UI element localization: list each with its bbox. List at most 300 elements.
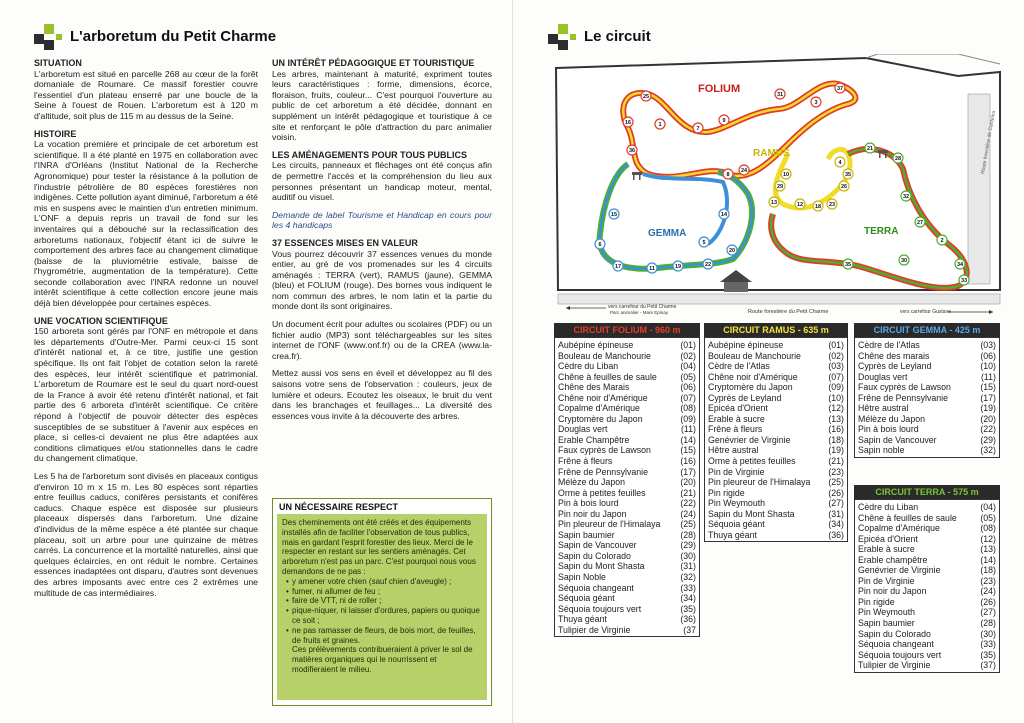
stop-number: 8 xyxy=(726,172,730,178)
species-row xyxy=(708,477,844,488)
species-number: (30) xyxy=(980,628,996,639)
stop-number: 24 xyxy=(740,168,748,174)
stop-number: 7 xyxy=(696,126,700,132)
stop-number: 2 xyxy=(940,238,944,244)
circuit-map xyxy=(548,54,1004,318)
species-row xyxy=(858,629,996,640)
species-row xyxy=(858,534,996,545)
species-number: (02) xyxy=(828,350,844,361)
species-number: (32) xyxy=(680,572,696,583)
species-number: (10) xyxy=(980,361,996,372)
circuit-folium-list xyxy=(554,337,700,637)
species-number: (07) xyxy=(828,371,844,382)
species-row xyxy=(558,593,696,604)
section-text: L'arboretum est situé en parcelle 268 au cœur de la forêt domaniale de Roumare. Ce massif forestier couvre l'essentiel d'un plateau enserré par une boucle de la Seine à l'ouest de Rouen. L'arboretum est à 120 m d'altitude, soit plus de 115 m au dessus de la Seine. xyxy=(34,68,258,121)
species-row xyxy=(708,382,844,393)
circuit-terra-table xyxy=(854,485,1000,673)
stop-number: 30 xyxy=(900,258,908,264)
species-row xyxy=(708,340,844,351)
species-name: Orme à petites feuilles xyxy=(708,456,796,467)
circuit-gemma-table xyxy=(854,323,1000,458)
stop-number: 36 xyxy=(628,148,636,154)
species-number: (13) xyxy=(828,413,844,424)
species-number: (27) xyxy=(980,607,996,618)
stop-number: 13 xyxy=(770,200,778,206)
section-text: Vous pourrez découvrir 37 essences venues du monde entier, au gré de vos promenades sur les 4 circuits aménagés : TERRA (vert), RAMUS (jaune), GEMMA (bleu) et FOLIUM (rouge). Des bornes vous indiquent le nom commun des arbres, le nom latin et la partie du monde dont ils sont originaires. xyxy=(272,248,492,312)
species-number: (06) xyxy=(980,350,996,361)
species-number: (05) xyxy=(980,512,996,523)
species-number: (23) xyxy=(828,466,844,477)
species-number: (30) xyxy=(680,550,696,561)
species-row xyxy=(858,414,996,425)
species-name: Pin de Virginie xyxy=(708,466,765,477)
onf-logo-icon xyxy=(34,24,64,50)
species-row xyxy=(558,467,696,478)
species-row xyxy=(858,403,996,414)
species-number: (33) xyxy=(680,582,696,593)
species-number: (21) xyxy=(680,487,696,498)
species-row xyxy=(858,435,996,446)
species-row xyxy=(708,414,844,425)
stop-number: 25 xyxy=(642,94,650,100)
species-name: Orme à petites feuilles xyxy=(558,487,646,498)
species-row xyxy=(558,540,696,551)
stop-number: 9 xyxy=(722,118,726,124)
stop-number: 34 xyxy=(956,262,964,268)
species-number: (03) xyxy=(980,340,996,350)
respect-intro: Des cheminements ont été créés et des équipements installés afin de faciliter l'observation de tous publics, mais en gardant l'esprit forestier des lieux. Merci de le respecter en restant sur les sentiers aménagés. Cet arboretum n'est pas un parc. C'est pourquoi nous vous demandons de ne pas : xyxy=(282,518,476,576)
species-number: (04) xyxy=(980,502,996,512)
stop-number: 6 xyxy=(598,242,602,248)
species-name: Pin de Virginie xyxy=(858,575,915,586)
species-number: (29) xyxy=(980,434,996,445)
species-number: (31) xyxy=(828,508,844,519)
species-number: (18) xyxy=(828,434,844,445)
species-number: (34) xyxy=(828,519,844,530)
species-number: (02) xyxy=(680,350,696,361)
respect-body xyxy=(277,514,487,700)
section-text: Mettez aussi vos sens en éveil et développez au fil des saisons votre sens de l'observation : couleurs, jeux de lumière et odeurs. Ecoutez les oiseaux, le bruit du vent dans les branchages et feuillages... La diversité des essences vous invite à la découverte des arbres. xyxy=(272,368,492,421)
species-row xyxy=(558,361,696,372)
species-number: (01) xyxy=(828,340,844,350)
species-row xyxy=(708,361,844,372)
species-name: Pin noir du Japon xyxy=(858,586,927,597)
section-heading: 37 ESSENCES MISES EN VALEUR xyxy=(272,237,418,248)
species-number: (09) xyxy=(680,413,696,424)
species-row xyxy=(708,424,844,435)
left-page-title: L'arboretum du Petit Charme xyxy=(70,28,277,45)
species-name: Erable à sucre xyxy=(858,544,915,555)
species-name: Cyprès de Leyland xyxy=(708,392,782,403)
species-row xyxy=(858,597,996,608)
stop-number: 21 xyxy=(866,146,874,152)
left-arrow-label: vers carrefour du Petit Charme xyxy=(608,304,677,310)
species-number: (36) xyxy=(680,614,696,625)
road-bottom-label: Route forestière du Petit Charme xyxy=(748,309,829,315)
species-row xyxy=(708,530,844,541)
species-row xyxy=(858,618,996,629)
species-row xyxy=(858,650,996,661)
species-name: Cèdre du Liban xyxy=(858,502,919,512)
species-row xyxy=(858,340,996,351)
species-name: Cèdre de l'Atlas xyxy=(708,361,770,372)
species-number: (31) xyxy=(680,561,696,572)
species-row xyxy=(558,477,696,488)
terra-label: TERRA xyxy=(864,226,899,237)
species-row xyxy=(708,351,844,362)
species-row xyxy=(558,340,696,351)
species-number: (24) xyxy=(680,508,696,519)
species-name: Pin à bois lourd xyxy=(558,498,619,509)
species-row xyxy=(708,456,844,467)
species-number: (03) xyxy=(828,361,844,372)
species-name: Séquoia changeant xyxy=(558,582,634,593)
species-number: (36) xyxy=(828,529,844,540)
species-name: Chêne noir d'Amérique xyxy=(558,392,648,403)
species-name: Thuya géant xyxy=(558,614,607,625)
stop-number: 33 xyxy=(960,278,968,284)
species-name: Chêne noir d'Amérique xyxy=(708,371,798,382)
species-row xyxy=(558,372,696,383)
species-number: (21) xyxy=(828,456,844,467)
right-arrow-label: vers carrefour Gustave xyxy=(900,309,951,315)
species-name: Sapin baumier xyxy=(858,618,915,629)
left-column-1 xyxy=(34,58,258,598)
stop-number: 35 xyxy=(844,172,852,178)
left-arrow-label-2: Parc animalier - Mare Epinay xyxy=(610,310,669,315)
species-row xyxy=(708,467,844,478)
species-name: Chêne des Marais xyxy=(558,382,630,393)
species-number: (25) xyxy=(828,477,844,488)
species-name: Cèdre du Liban xyxy=(558,361,619,372)
species-row xyxy=(858,424,996,435)
stop-number: 28 xyxy=(894,156,902,162)
species-row xyxy=(708,509,844,520)
species-row xyxy=(858,382,996,393)
stop-number: 12 xyxy=(796,202,804,208)
species-name: Frêne à fleurs xyxy=(558,456,613,467)
species-row xyxy=(558,403,696,414)
species-number: (13) xyxy=(980,544,996,555)
species-number: (12) xyxy=(828,403,844,414)
species-name: Pin Weymouth xyxy=(858,607,916,618)
respect-item: • fumer, ni allumer de feu ; xyxy=(286,587,482,597)
species-name: Genévrier de Virginie xyxy=(858,565,941,576)
species-row xyxy=(858,576,996,587)
species-name: Pin noir du Japon xyxy=(558,508,627,519)
species-number: (28) xyxy=(680,529,696,540)
species-number: (24) xyxy=(980,586,996,597)
species-number: (25) xyxy=(680,519,696,530)
species-name: Cryptomère du Japon xyxy=(558,413,643,424)
stop-number: 37 xyxy=(836,86,844,92)
species-number: (10) xyxy=(828,392,844,403)
species-name: Tulipier de Virginie xyxy=(858,660,931,671)
section-heading: UNE VOCATION SCIENTIFIQUE xyxy=(34,315,168,326)
label-notice: Demande de label Tourisme et Handicap en cours pour les 4 handicaps xyxy=(272,209,492,231)
stop-number: 17 xyxy=(614,264,622,270)
species-name: Sapin du Mont Shasta xyxy=(558,561,645,572)
species-row xyxy=(558,498,696,509)
species-number: (01) xyxy=(680,340,696,350)
stop-number: 26 xyxy=(840,184,848,190)
stop-number: 31 xyxy=(776,92,784,98)
species-row xyxy=(558,614,696,625)
stop-number: 35 xyxy=(844,262,852,268)
stop-number: 5 xyxy=(702,240,706,246)
species-row xyxy=(558,414,696,425)
species-row xyxy=(858,393,996,404)
species-row xyxy=(858,361,996,372)
species-name: Mélèze du Japon xyxy=(558,477,625,488)
species-row xyxy=(558,435,696,446)
species-name: Tulipier de Virginie xyxy=(558,624,631,635)
species-name: Sapin noble xyxy=(858,445,905,456)
species-name: Pin pleureur de l'Himalaya xyxy=(558,519,661,530)
species-row xyxy=(558,572,696,583)
species-name: Séquoia toujours vert xyxy=(558,603,642,614)
species-row xyxy=(708,372,844,383)
species-name: Pin rigide xyxy=(708,487,745,498)
circuit-ramus-title: CIRCUIT RAMUS - 635 m xyxy=(704,323,848,337)
species-row xyxy=(858,544,996,555)
species-name: Thuya géant xyxy=(708,529,757,540)
species-name: Copalme d'Amérique xyxy=(558,403,640,414)
species-name: Pin rigide xyxy=(858,596,895,607)
species-name: Sapin de Vancouver xyxy=(858,434,937,445)
species-row xyxy=(558,519,696,530)
species-number: (08) xyxy=(680,403,696,414)
species-number: (14) xyxy=(980,554,996,565)
respect-item: • y amener votre chien (sauf chien d'aveugle) ; xyxy=(286,577,482,587)
species-number: (15) xyxy=(680,445,696,456)
section-text: Un document écrit pour adultes ou scolaires (PDF) ou un fichier audio (MP3) sont téléchargeables sur les sites internet de l'ONF (www.onf.fr) ou de la CREA (www.la-crea.fr). xyxy=(272,319,492,361)
folium-label: FOLIUM xyxy=(698,83,741,95)
species-name: Erable champêtre xyxy=(858,554,928,565)
species-number: (35) xyxy=(980,649,996,660)
species-row xyxy=(558,604,696,615)
stop-number: 19 xyxy=(674,264,682,270)
species-name: Cryptomère du Japon xyxy=(708,382,793,393)
road-right xyxy=(968,94,990,284)
species-name: Aubépine épineuse xyxy=(558,340,634,350)
species-number: (15) xyxy=(980,382,996,393)
right-page-title: Le circuit xyxy=(584,28,651,45)
species-name: Hêtre austral xyxy=(708,445,759,456)
section-heading: UN INTÉRÊT PÉDAGOGIQUE ET TOURISTIQUE xyxy=(272,58,475,68)
section-text: La vocation première et principale de cet arboretum est scientifique. Il a été planté en 1975 en collaboration avec l'INRA d'Orléans (Institut National de la Recherche Agronomique) pour tester la résistance à la pollution de l'industrie pétrolière de 80 espèces forestières non indigènes. Cette pollution ayant diminué, l'arboretum a été mis en suspens avec le maintien d'un entretien minimum. L'ONF a depuis repris un travail de fond sur les inventaires qui a débouché sur la reclassification des arboretums nationaux, l'objectif étant ici de suivre le comportement des arbres face au changement climatique (baisse de la pluviométrie estivale, baisse de l'hygrométrie, augmentation de la température). Cette seconde collaboration avec l'INRA redonne un nouvel intérêt scientifique à cette collection encore jeune mais déjà bien développée pour certaines espèces. xyxy=(34,139,258,309)
section-heading: LES AMÉNAGEMENTS POUR TOUS PUBLICS xyxy=(272,149,468,160)
respect-list xyxy=(286,577,482,646)
species-number: (16) xyxy=(828,424,844,435)
circuit-ramus-list xyxy=(704,337,848,542)
species-number: (07) xyxy=(680,392,696,403)
species-row xyxy=(858,639,996,650)
species-row xyxy=(558,488,696,499)
species-name: Séquoia géant xyxy=(708,519,765,530)
species-number: (04) xyxy=(680,361,696,372)
species-name: Sapin baumier xyxy=(558,529,615,540)
respect-item: • faire de VTT, ni de roller ; xyxy=(286,596,482,606)
species-name: Bouleau de Manchourie xyxy=(558,350,651,361)
species-name: Faux cyprès de Lawson xyxy=(858,382,951,393)
species-row xyxy=(558,393,696,404)
species-row xyxy=(858,513,996,524)
species-number: (06) xyxy=(680,382,696,393)
species-number: (37) xyxy=(980,660,996,671)
species-name: Genévrier de Virginie xyxy=(708,434,791,445)
section-text: Les arbres, maintenant à maturité, expriment toutes leurs caractéristiques : forme, dimensions, écorce, floraison, fruits, couleur... C'est pourquoi l'ouverture au public de cet arboretum a été décidée, donnant en supplément un intérêt pédagogique et touristique à ce site et renforçant le pôle d'attraction du parc animalier voisin. xyxy=(272,68,492,143)
circuit-gemma-list xyxy=(854,337,1000,458)
species-name: Frêne de Pennsylvanie xyxy=(858,392,948,403)
species-row xyxy=(858,351,996,362)
section-text: Les 5 ha de l'arboretum sont divisés en placeaux contigus d'environ 10 m x 15 m. Les 80 espèces sont réparties entre feuillus caducs, conifères persistants et conifères caducs. Chaque espèce est disposée sur plusieurs placeaux dispersés dans l'arboretum. Une dizaine d'individus de la même espèce a été plantée sur chaque placeau, soit un arbre pour une quinzaine de mètres carrés. La concurrence et la mortalité naturelles, ainsi que quelques éclaircies, en ont réduit le nombre. Certaines essences inadaptées ont disparu, d'autres sont devenues des arbres imposants avec entre ces 2 extrêmes une multitude de cas intermédiaires. xyxy=(34,470,258,598)
circuit-terra-title: CIRCUIT TERRA - 575 m xyxy=(854,485,1000,499)
species-name: Aubépine épineuse xyxy=(708,340,784,350)
species-row xyxy=(858,555,996,566)
respect-box xyxy=(272,498,492,706)
species-number: (35) xyxy=(680,603,696,614)
species-number: (12) xyxy=(980,533,996,544)
species-name: Epicéa d'Orient xyxy=(708,403,768,414)
species-name: Bouleau de Manchourie xyxy=(708,350,801,361)
stop-number: 15 xyxy=(610,212,618,218)
species-number: (17) xyxy=(680,466,696,477)
species-row xyxy=(558,445,696,456)
respect-item: • ne pas ramasser de fleurs, de bois mort, de feuilles, de fruits et graines. xyxy=(286,626,482,646)
species-name: Faux cyprès de Lawson xyxy=(558,445,651,456)
species-name: Cyprès de Leyland xyxy=(858,361,932,372)
species-row xyxy=(858,607,996,618)
stop-number: 16 xyxy=(624,120,632,126)
species-number: (16) xyxy=(680,456,696,467)
species-number: (22) xyxy=(680,498,696,509)
species-name: Frêne de Pennsylvanie xyxy=(558,466,648,477)
species-row xyxy=(858,660,996,671)
species-name: Frêne à fleurs xyxy=(708,424,763,435)
stop-number: 11 xyxy=(649,266,655,272)
stop-number: 4 xyxy=(838,160,842,166)
species-number: (11) xyxy=(981,371,996,382)
species-row xyxy=(558,561,696,572)
species-number: (20) xyxy=(680,477,696,488)
left-column-2 xyxy=(272,58,492,421)
stop-number: 20 xyxy=(728,248,736,254)
species-name: Erable Champêtre xyxy=(558,434,630,445)
species-row xyxy=(858,372,996,383)
stop-number: 27 xyxy=(916,220,924,226)
species-row xyxy=(708,445,844,456)
species-row xyxy=(558,509,696,520)
species-row xyxy=(708,488,844,499)
species-number: (19) xyxy=(980,403,996,414)
species-number: (20) xyxy=(980,413,996,424)
species-name: Séquoia géant xyxy=(558,593,615,604)
respect-item: • pique-niquer, ni laisser d'ordures, papiers ou quoique ce soit ; xyxy=(286,606,482,626)
species-name: Pin à bois lourd xyxy=(858,424,919,435)
species-number: (34) xyxy=(680,593,696,604)
species-name: Cèdre de l'Atlas xyxy=(858,340,920,350)
species-row xyxy=(858,502,996,513)
species-number: (26) xyxy=(980,596,996,607)
section-text: Les circuits, panneaux et fléchages ont été conçus afin de permettre l'accès et la compréhension du lieu aux personnes présentant un handicap moteur, mental, auditif ou visuel. xyxy=(272,160,492,203)
species-row xyxy=(558,551,696,562)
species-number: (19) xyxy=(828,445,844,456)
species-row xyxy=(858,565,996,576)
species-name: Sapin du Mont Shasta xyxy=(708,508,795,519)
species-row xyxy=(558,424,696,435)
onf-logo-icon-right xyxy=(548,24,578,50)
stop-number: 1 xyxy=(658,122,662,128)
species-name: Chêne à feuilles de saule xyxy=(558,371,657,382)
gemma-label: GEMMA xyxy=(648,228,687,239)
species-row xyxy=(558,351,696,362)
respect-title: UN NÉCESSAIRE RESPECT xyxy=(279,502,399,512)
species-row xyxy=(858,586,996,597)
species-name: Pin Weymouth xyxy=(708,498,766,509)
stop-number: 29 xyxy=(776,184,784,190)
species-number: (09) xyxy=(828,382,844,393)
species-number: (23) xyxy=(980,575,996,586)
species-name: Chêne à feuilles de saule xyxy=(858,512,957,523)
section-heading: HISTOIRE xyxy=(34,128,77,139)
right-arrow-head xyxy=(989,310,993,314)
species-name: Epicéa d'Orient xyxy=(858,533,918,544)
stop-number: 22 xyxy=(704,262,712,268)
circuit-folium-table xyxy=(554,323,700,637)
circuit-folium-title: CIRCUIT FOLIUM - 960 m xyxy=(554,323,700,337)
species-number: (22) xyxy=(980,424,996,435)
species-row xyxy=(858,445,996,456)
circuit-ramus-table xyxy=(704,323,848,542)
species-name: Douglas vert xyxy=(558,424,608,435)
species-number: (32) xyxy=(980,445,996,456)
species-number: (18) xyxy=(980,565,996,576)
circuit-terra-list xyxy=(854,499,1000,673)
stop-number: 3 xyxy=(814,100,818,106)
species-row xyxy=(708,435,844,446)
road-right-label: Route forestière de Canteleu xyxy=(980,110,998,175)
species-row xyxy=(558,456,696,467)
species-name: Douglas vert xyxy=(858,371,908,382)
species-row xyxy=(858,523,996,534)
species-number: (08) xyxy=(980,523,996,534)
page-fold xyxy=(512,0,513,723)
species-number: (26) xyxy=(828,487,844,498)
species-name: Séquoia toujours vert xyxy=(858,649,942,660)
ramus-label: RAMUS xyxy=(753,148,790,159)
species-row xyxy=(708,519,844,530)
left-arrow-head xyxy=(566,306,570,310)
circuit-gemma-title: CIRCUIT GEMMA - 425 m xyxy=(854,323,1000,337)
species-row xyxy=(708,498,844,509)
section-heading: SITUATION xyxy=(34,58,82,68)
species-name: Copalme d'Amérique xyxy=(858,523,940,534)
species-number: (28) xyxy=(980,618,996,629)
stop-number: 10 xyxy=(782,172,790,178)
species-name: Pin pleureur de l'Himalaya xyxy=(708,477,811,488)
species-number: (29) xyxy=(680,540,696,551)
respect-outro: Ces prélèvements contribueraient à priver le sol de matières organiques qui le nourrissent et modifieraient le milieu. xyxy=(292,645,473,674)
species-number: (37 xyxy=(683,624,696,635)
species-name: Chêne des marais xyxy=(858,350,930,361)
species-number: (17) xyxy=(980,392,996,403)
species-row xyxy=(708,393,844,404)
species-row xyxy=(558,530,696,541)
stop-number: 14 xyxy=(720,212,728,218)
road-bottom xyxy=(558,294,1000,304)
stop-number: 32 xyxy=(902,194,910,200)
